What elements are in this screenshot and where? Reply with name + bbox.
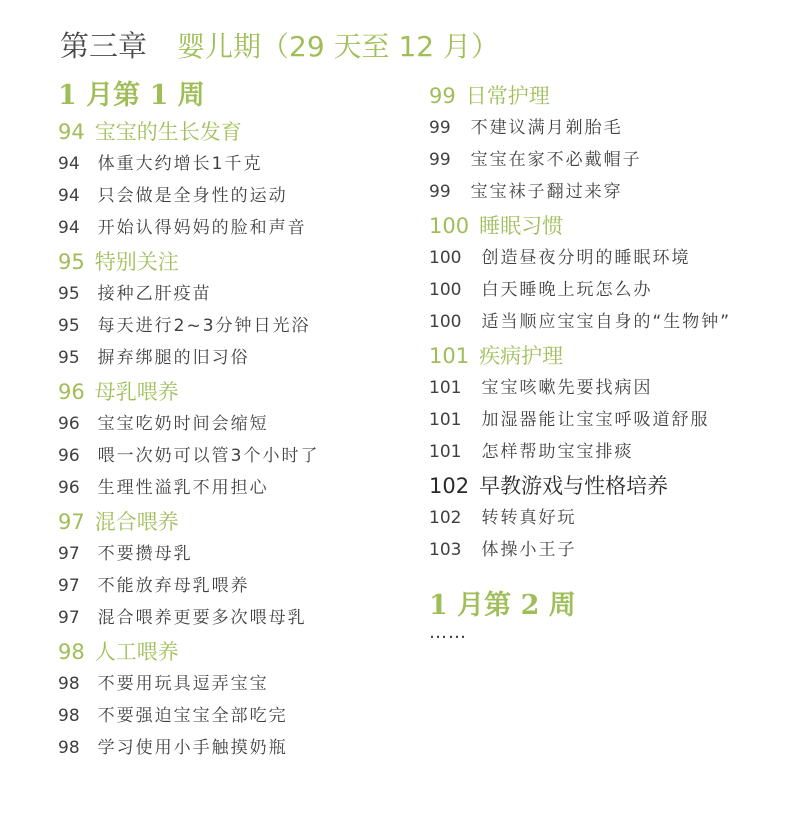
entry-title: 宝宝袜子翻过来穿 <box>470 182 623 202</box>
section-heading[interactable] <box>58 246 408 278</box>
toc-entry[interactable] <box>429 306 789 338</box>
entry-title: 生理性溢乳不用担心 <box>97 478 269 498</box>
entry-page-number: 95 <box>58 316 80 336</box>
entry-title: 喂一次奶可以管3个小时了 <box>97 446 320 466</box>
toc-right-column <box>429 78 789 642</box>
toc-entry[interactable] <box>58 342 408 374</box>
toc-entry[interactable] <box>58 732 408 764</box>
entry-title: 转转真好玩 <box>481 508 577 528</box>
entry-page-number: 100 <box>429 248 462 268</box>
entry-page-number: 94 <box>58 154 80 174</box>
chapter-title: 婴儿期（29 天至 12 月） <box>177 30 499 63</box>
section-page-number: 102 <box>429 474 470 498</box>
entry-title: 每天进行2~3分钟日光浴 <box>97 316 311 336</box>
toc-entry[interactable] <box>58 408 408 440</box>
toc-entry[interactable] <box>429 274 789 306</box>
entry-page-number: 96 <box>58 478 80 498</box>
toc-entry[interactable] <box>58 700 408 732</box>
entry-page-number: 103 <box>429 540 462 560</box>
entry-title: 摒弃绑腿的旧习俗 <box>97 348 250 368</box>
toc-entry[interactable] <box>58 278 408 310</box>
toc-section <box>58 246 408 374</box>
entry-page-number: 97 <box>58 608 80 628</box>
section-title: 疾病护理 <box>479 344 564 368</box>
section-heading[interactable] <box>429 340 789 372</box>
toc-section <box>58 506 408 634</box>
entry-page-number: 95 <box>58 284 80 304</box>
entry-page-number: 99 <box>429 182 451 202</box>
toc-section <box>429 340 789 468</box>
entry-page-number: 95 <box>58 348 80 368</box>
week-heading-next: 1 月第 2 周 <box>429 590 576 621</box>
section-title: 混合喂养 <box>94 510 179 534</box>
entry-title: 只会做是全身性的运动 <box>97 186 288 206</box>
entry-title: 混合喂养更要多次喂母乳 <box>97 608 307 628</box>
entry-title: 开始认得妈妈的脸和声音 <box>97 218 307 238</box>
toc-entry[interactable] <box>58 212 408 244</box>
entry-page-number: 94 <box>58 218 80 238</box>
toc-entry[interactable] <box>429 144 789 176</box>
toc-entry[interactable] <box>429 176 789 208</box>
entry-page-number: 101 <box>429 410 462 430</box>
section-page-number: 94 <box>58 120 85 144</box>
toc-entry[interactable] <box>58 180 408 212</box>
section-page-number: 97 <box>58 510 85 534</box>
section-heading[interactable] <box>429 470 789 502</box>
section-heading[interactable] <box>429 210 789 242</box>
section-page-number: 101 <box>429 344 470 368</box>
entry-title: 宝宝在家不必戴帽子 <box>470 150 642 170</box>
toc-section <box>429 80 789 208</box>
toc-entry[interactable] <box>429 242 789 274</box>
entry-title: 宝宝咳嗽先要找病因 <box>481 378 653 398</box>
entry-page-number: 98 <box>58 674 80 694</box>
section-heading[interactable] <box>58 636 408 668</box>
entry-title: 适当顺应宝宝自身的“生物钟” <box>481 312 732 332</box>
continuation-ellipsis: …… <box>429 622 467 643</box>
toc-entry[interactable] <box>429 534 789 566</box>
toc-section <box>429 210 789 338</box>
chapter-heading <box>60 24 499 64</box>
section-title: 人工喂养 <box>94 640 179 664</box>
section-page-number: 100 <box>429 214 470 238</box>
entry-title: 怎样帮助宝宝排痰 <box>481 442 634 462</box>
entry-page-number: 100 <box>429 280 462 300</box>
entry-page-number: 97 <box>58 576 80 596</box>
toc-section <box>429 470 789 566</box>
section-heading[interactable] <box>58 116 408 148</box>
entry-page-number: 100 <box>429 312 462 332</box>
toc-entry[interactable] <box>429 502 789 534</box>
section-page-number: 99 <box>429 84 456 108</box>
week-heading: 1 月第 1 周 <box>58 80 205 111</box>
entry-page-number: 96 <box>58 446 80 466</box>
chapter-number: 第三章 <box>60 29 148 63</box>
entry-title: 不建议满月剃胎毛 <box>470 118 623 138</box>
section-page-number: 95 <box>58 250 85 274</box>
toc-section <box>58 636 408 764</box>
entry-title: 接种乙肝疫苗 <box>97 284 212 304</box>
entry-page-number: 102 <box>429 508 462 528</box>
entry-page-number: 99 <box>429 150 451 170</box>
toc-entry[interactable] <box>58 668 408 700</box>
section-title: 特别关注 <box>94 250 179 274</box>
section-title: 宝宝的生长发育 <box>94 120 242 144</box>
entry-title: 不要强迫宝宝全部吃完 <box>97 706 288 726</box>
entry-title: 学习使用小手触摸奶瓶 <box>97 738 288 758</box>
toc-entry[interactable] <box>58 570 408 602</box>
toc-section <box>58 376 408 504</box>
entry-page-number: 96 <box>58 414 80 434</box>
entry-title: 加湿器能让宝宝呼吸道舒服 <box>481 410 710 430</box>
entry-title: 不要用玩具逗弄宝宝 <box>97 674 269 694</box>
section-page-number: 96 <box>58 380 85 404</box>
section-heading[interactable] <box>429 80 789 112</box>
toc-section <box>58 116 408 244</box>
entry-title: 创造昼夜分明的睡眠环境 <box>481 248 691 268</box>
entry-title: 宝宝吃奶时间会缩短 <box>97 414 269 434</box>
toc-entry[interactable] <box>429 404 789 436</box>
toc-entry[interactable] <box>58 440 408 472</box>
section-heading[interactable] <box>58 376 408 408</box>
entry-page-number: 98 <box>58 738 80 758</box>
entry-title: 体重大约增长1千克 <box>97 154 263 174</box>
entry-page-number: 98 <box>58 706 80 726</box>
toc-left-column <box>58 78 408 764</box>
entry-page-number: 101 <box>429 378 462 398</box>
section-title: 日常护理 <box>465 84 550 108</box>
entry-title: 不能放弃母乳喂养 <box>97 576 250 596</box>
toc-entry[interactable] <box>58 602 408 634</box>
entry-title: 白天睡晚上玩怎么办 <box>481 280 653 300</box>
left-section-list <box>58 116 408 764</box>
section-title: 睡眠习惯 <box>479 214 564 238</box>
section-heading[interactable] <box>58 506 408 538</box>
toc-entry[interactable] <box>58 472 408 504</box>
toc-entry[interactable] <box>429 436 789 468</box>
toc-entry[interactable] <box>58 538 408 570</box>
entry-page-number: 94 <box>58 186 80 206</box>
toc-entry[interactable] <box>58 148 408 180</box>
section-page-number: 98 <box>58 640 85 664</box>
toc-entry[interactable] <box>58 310 408 342</box>
section-title: 早教游戏与性格培养 <box>479 474 669 498</box>
toc-entry[interactable] <box>429 112 789 144</box>
toc-entry[interactable] <box>429 372 789 404</box>
entry-title: 体操小王子 <box>481 540 577 560</box>
entry-title: 不要攒母乳 <box>97 544 193 564</box>
entry-page-number: 101 <box>429 442 462 462</box>
right-section-list <box>429 80 789 566</box>
entry-page-number: 97 <box>58 544 80 564</box>
section-title: 母乳喂养 <box>94 380 179 404</box>
entry-page-number: 99 <box>429 118 451 138</box>
